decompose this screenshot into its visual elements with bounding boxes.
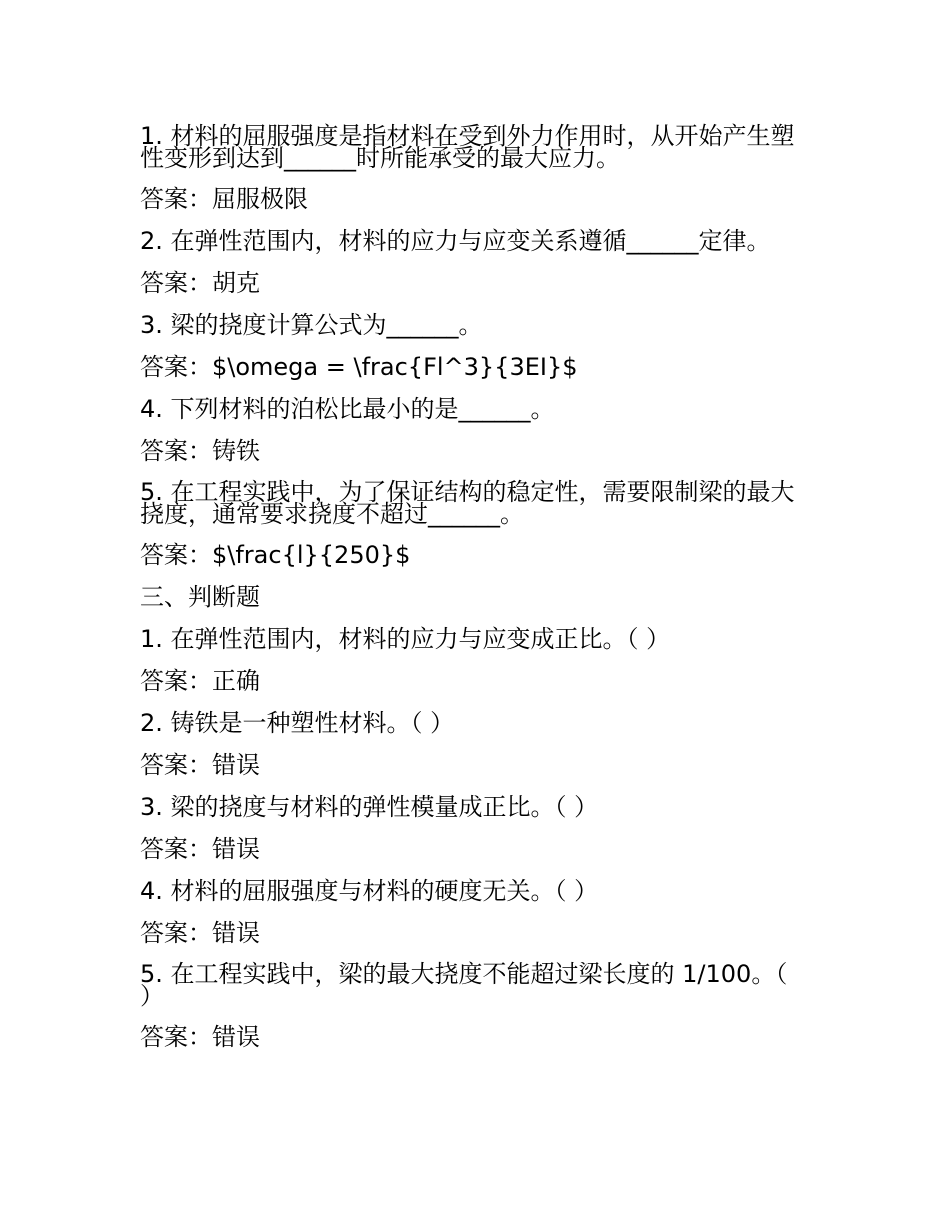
fill-answer-2: 答案：胡克 <box>140 269 260 297</box>
fill-question-4: 4. 下列材料的泊松比最小的是______。 <box>140 395 555 423</box>
fill-answer-4: 答案：铸铁 <box>140 437 260 465</box>
judge-answer-1: 答案：正确 <box>140 667 260 695</box>
judge-answer-2: 答案：错误 <box>140 751 260 779</box>
fill-question-1: 1. 材料的屈服强度是指材料在受到外力作用时，从开始产生塑性变形到达到______时所能承受的最大应力。 <box>140 122 795 172</box>
judge-question-4: 4. 材料的屈服强度与材料的硬度无关。（ ） <box>140 877 599 905</box>
judge-answer-4: 答案：错误 <box>140 919 260 947</box>
fill-answer-3: 答案：$\omega = \frac{Fl^3}{3EI}$ <box>140 353 578 381</box>
fill-question-3: 3. 梁的挠度计算公式为______。 <box>140 311 483 339</box>
judge-question-5: 5. 在工程实践中，梁的最大挠度不能超过梁长度的 1/100。（ ） <box>140 960 795 1010</box>
judge-question-1: 1. 在弹性范围内，材料的应力与应变成正比。（ ） <box>140 625 671 653</box>
judge-answer-3: 答案：错误 <box>140 835 260 863</box>
fill-question-2: 2. 在弹性范围内，材料的应力与应变关系遵循______定律。 <box>140 227 771 255</box>
judge-answer-5: 答案：错误 <box>140 1023 260 1051</box>
section-title-judgement: 三、判断题 <box>140 583 260 611</box>
fill-question-5: 5. 在工程实践中，为了保证结构的稳定性，需要限制梁的最大挠度，通常要求挠度不超过______。 <box>140 478 795 528</box>
fill-answer-1: 答案：屈服极限 <box>140 185 308 213</box>
judge-question-3: 3. 梁的挠度与材料的弹性模量成正比。（ ） <box>140 793 599 821</box>
judge-question-2: 2. 铸铁是一种塑性材料。（ ） <box>140 709 455 737</box>
document-page <box>140 122 800 1067</box>
fill-answer-5: 答案：$\frac{l}{250}$ <box>140 541 411 569</box>
